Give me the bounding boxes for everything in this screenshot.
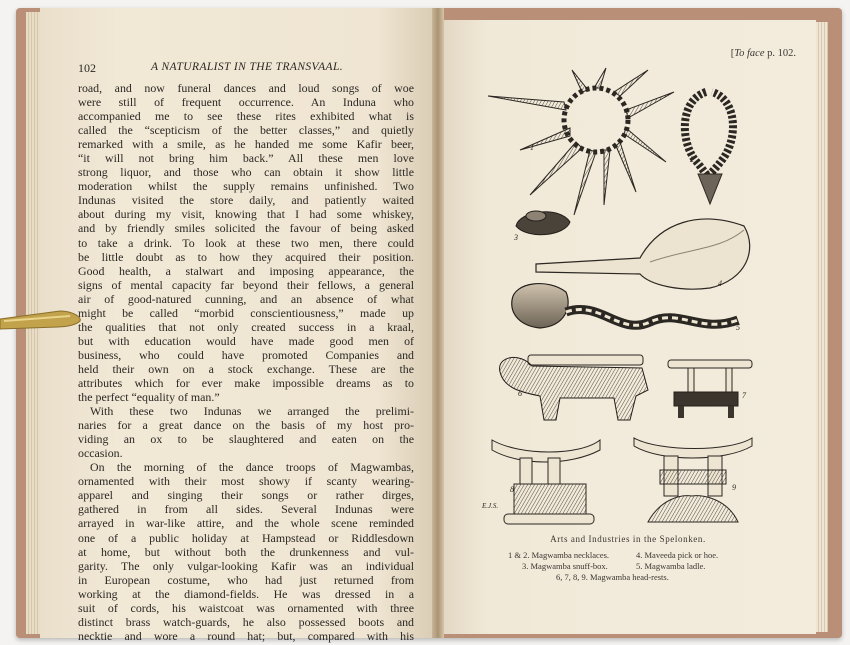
- text-line: arrayed in war-like attire, and the whole scene reminded: [78, 516, 414, 531]
- engraver-mark: E.J.S.: [482, 502, 499, 510]
- bead-necklace: [685, 92, 733, 204]
- text-line: in European costume, who had just returned from: [78, 572, 414, 587]
- text-line: were still of frequent occurrence. An Induna who: [78, 95, 414, 110]
- caption-item-1-2: 1 & 2. Magwamba necklaces.: [508, 550, 610, 560]
- engraved-plate: [480, 64, 780, 544]
- text-line: accompanied me to see these rites exhibited what is: [78, 109, 414, 124]
- text-line: might be called “morbid conscientiousness,” made up: [78, 305, 414, 320]
- page-edges-right: [816, 22, 828, 632]
- text-line: strong liquor, and those who can obtain it show little: [78, 165, 414, 180]
- page-number: 102: [78, 61, 96, 75]
- book-gutter: [432, 8, 444, 638]
- running-head: [78, 61, 416, 77]
- face-ref-italic: To face: [734, 48, 765, 59]
- body-text: [78, 81, 414, 643]
- text-line: called the “scepticism of the better classes,” and quietly: [78, 123, 414, 138]
- snuff-box: [516, 211, 570, 235]
- text-line: be little doubt as to how they acquired their position.: [78, 249, 414, 264]
- headrest-columns: [492, 440, 600, 524]
- text-line: road, and now funeral dances and loud songs of woe: [78, 81, 414, 95]
- caption-item-6-9: 6, 7, 8, 9. Magwamba head-rests.: [556, 572, 669, 582]
- text-line: On the morning of the dance troops of Magwambas,: [90, 460, 414, 475]
- text-line: the qualities that not only created success in a kraal,: [78, 319, 414, 334]
- text-line: necktie and wore a round hat; but, compared with his: [78, 628, 414, 643]
- plate-number-2: 2: [690, 155, 694, 164]
- text-line: naries for a great dance on the basis of my host pro-: [78, 418, 414, 433]
- face-ref-bracket: [: [730, 48, 735, 59]
- plate-number-9: 9: [732, 483, 736, 492]
- face-ref-page: p. 102.: [764, 48, 796, 59]
- text-line: suit of cords, his waistcoat was ornamented with three: [78, 600, 414, 615]
- text-line: gathered in from all sides. Several Indunas were: [78, 502, 414, 517]
- text-line: attributes which for ever make impossible dreams as to: [78, 375, 414, 390]
- text-line: remarked with a smile, as he handed me some Kafir beer,: [78, 137, 414, 152]
- text-line: signs of mental capacity far beyond their fellows, a general: [78, 277, 414, 292]
- text-line: held their own on a stock exchange. These are the: [78, 361, 414, 376]
- text-line: Indunas visited the store daily, and patiently waited: [78, 193, 414, 208]
- plate-number-5: 5: [736, 323, 740, 332]
- text-line: at home, but without both the drunkenness and vul-: [78, 544, 414, 559]
- text-line: With these two Indunas we arranged the prelimi-: [90, 404, 414, 419]
- text-line: Good health, a stalwart and imposing appearance, the: [78, 263, 414, 278]
- tooth-necklace: [488, 68, 674, 215]
- ladle: [512, 284, 738, 328]
- text-line: viding an ox to be slaughtered and eaten on the: [78, 432, 414, 447]
- text-line: but with education would have made good men of: [78, 333, 414, 348]
- text-line: air of good-natured cunning, and an absence of what: [78, 291, 414, 306]
- text-line: and by friendly smiles solicited the favour of being asked: [78, 221, 414, 236]
- brass-bookmark: [0, 307, 82, 331]
- text-line: about during my visit, knowing that I had some whiskey,: [78, 207, 414, 222]
- facing-page-reference: [686, 48, 796, 59]
- text-line: “it will not bring him back.” All these men love: [78, 151, 414, 166]
- caption-item-4: 4. Maveeda pick or hoe.: [636, 550, 719, 560]
- text-line: occasion.: [78, 446, 123, 461]
- plate-caption-title: Arts and Industries in the Spelonken.: [550, 534, 706, 544]
- text-line: ornamented with their most showy if scanty wearing-: [78, 474, 414, 489]
- text-line: working at the diamond-fields. He was dressed in a: [78, 586, 414, 601]
- text-line: one of a public holiday at Hampstead or Riddlesdown: [78, 530, 414, 545]
- headrest-animal: [500, 355, 648, 420]
- plate-number-1: 1: [530, 143, 534, 152]
- plate-number-4: 4: [718, 279, 722, 288]
- headrest-small: [668, 360, 752, 418]
- text-line: moderation whilst the supply remains unfinished. Two: [78, 179, 414, 194]
- text-line: garity. The only vulgar-looking Kafir was an individual: [78, 558, 414, 573]
- running-title: A NATURALIST IN THE TRANSVAAL.: [150, 61, 344, 73]
- text-line: business, who could have promoted Companies and: [78, 347, 414, 362]
- text-line: to take a drink. To look at these two men, there could: [78, 235, 414, 250]
- text-line: the perfect “equality of man.”: [78, 390, 220, 405]
- caption-item-3: 3. Magwamba snuff-box.: [522, 561, 608, 571]
- plate-number-3: 3: [514, 233, 518, 242]
- caption-item-5: 5. Magwamba ladle.: [636, 561, 706, 571]
- plate-number-6: 6: [518, 389, 522, 398]
- text-line: apparel and singing their songs or rather dirges,: [78, 488, 414, 503]
- text-line: distinct brass watch-guards, he also possessed boots and: [78, 614, 414, 629]
- plate-number-7: 7: [742, 391, 746, 400]
- headrest-flared: [634, 438, 752, 522]
- plate-number-8: 8: [510, 485, 514, 494]
